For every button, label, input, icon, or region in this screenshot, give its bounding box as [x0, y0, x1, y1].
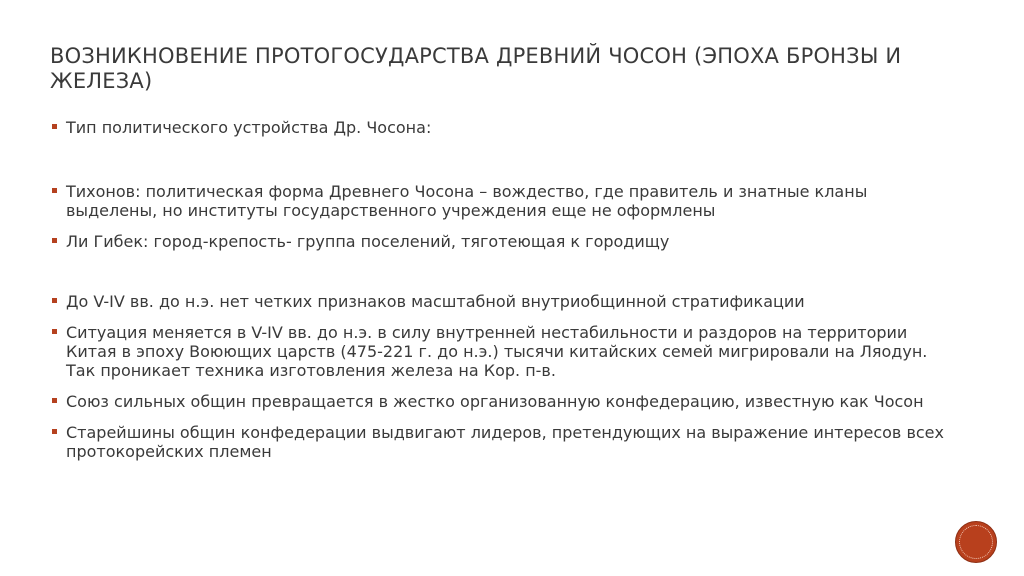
bullet-text: Ли Гибек: город-крепость- группа поселений, тяготеющая к городищу: [66, 232, 670, 251]
square-bullet-icon: [52, 329, 57, 334]
bullet-list: [50, 116, 950, 461]
bullet-item: [50, 423, 950, 461]
bullet-text: До V-IV вв. до н.э. нет четких признаков масштабной внутриобщинной стратификации: [66, 292, 805, 311]
bullet-item: [50, 182, 950, 220]
slide-title: ВОЗНИКНОВЕНИЕ ПРОТОГОСУДАРСТВА ДРЕВНИЙ ЧОСОН (ЭПОХА БРОНЗЫ И ЖЕЛЕЗА): [50, 44, 902, 93]
bullet-text: Тип политического устройства Др. Чосона:: [66, 118, 432, 137]
square-bullet-icon: [52, 188, 57, 193]
bullet-item: [50, 323, 950, 380]
square-bullet-icon: [52, 238, 57, 243]
circle-logo-icon: [955, 521, 997, 563]
bullet-text: Старейшины общин конфедерации выдвигают лидеров, претендующих на выражение интересов всех протокорейских племен: [66, 423, 944, 461]
bullet-item: [50, 292, 950, 311]
bullet-item: [50, 232, 950, 251]
bullet-text: Ситуация меняется в V-IV вв. до н.э. в силу внутренней нестабильности и раздоров на территории Китая в эпоху Воюющих царств (475-221 г. до н.э.) тысячи китайских семей мигрировали на Ляодун. Так проникает техника изготовления железа на Кор. п-в.: [66, 323, 928, 380]
bullet-item: [50, 392, 950, 411]
square-bullet-icon: [52, 398, 57, 403]
bullet-text: Тихонов: политическая форма Древнего Чосона – вождество, где правитель и знатные кланы выделены, но институты государственного учреждения еще не оформлены: [66, 182, 868, 220]
bullet-item: [50, 118, 950, 137]
square-bullet-icon: [52, 429, 57, 434]
square-bullet-icon: [52, 124, 57, 129]
square-bullet-icon: [52, 298, 57, 303]
bullet-text: Союз сильных общин превращается в жестко организованную конфедерацию, известную как Чосон: [66, 392, 924, 411]
logo-ring: [959, 525, 993, 559]
